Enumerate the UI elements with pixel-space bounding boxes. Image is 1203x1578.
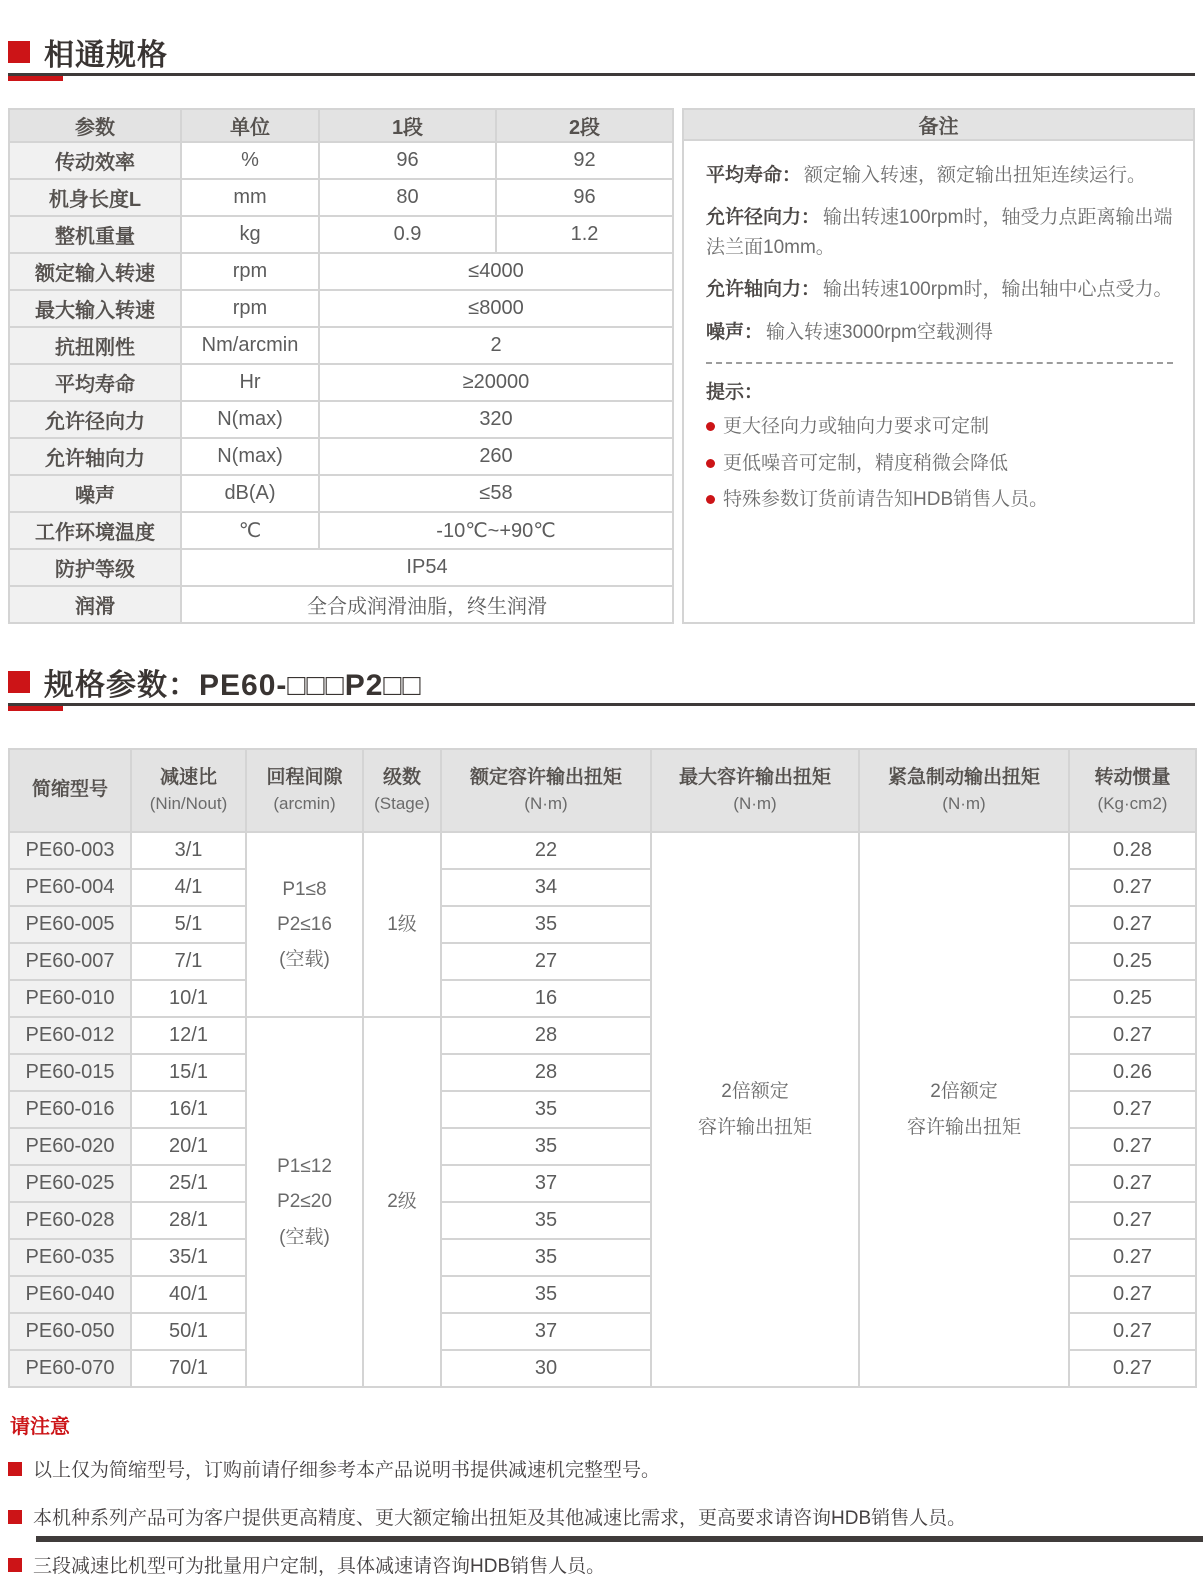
value-cell: ≥20000: [319, 364, 673, 401]
model-cell: PE60-010: [9, 980, 131, 1017]
rated-torque-cell: 35: [441, 1091, 651, 1128]
inertia-cell: 0.27: [1069, 1165, 1196, 1202]
rated-torque-cell: 37: [441, 1313, 651, 1350]
cell-line: P2≤20: [277, 1191, 332, 1213]
table-row: [9, 832, 1196, 869]
common-spec-block: [8, 108, 1195, 624]
model-cell: PE60-003: [9, 832, 131, 869]
ratio-cell: 7/1: [131, 943, 246, 980]
brake-torque-cell: [859, 832, 1069, 1387]
inertia-cell: 0.27: [1069, 1128, 1196, 1165]
header-main: 简缩型号: [31, 779, 108, 801]
param-cell: 润滑: [9, 586, 181, 623]
column-header: [651, 749, 859, 832]
param-cell: 额定输入转速: [9, 253, 181, 290]
rated-torque-cell: 35: [441, 1239, 651, 1276]
remark-paragraph: [706, 203, 1173, 262]
value-cell: 320: [319, 401, 673, 438]
red-square-icon: [8, 1558, 22, 1572]
stage-cell: 1级: [363, 832, 441, 1017]
value-cell: IP54: [181, 549, 673, 586]
notice-item: [8, 1503, 1195, 1530]
column-header: 2段: [496, 109, 673, 142]
spec-parameter-table: [8, 748, 1197, 1388]
value-cell: -10℃~+90℃: [319, 512, 673, 549]
header-main: 紧急制动输出扭矩: [887, 767, 1040, 789]
column-header: 1段: [319, 109, 496, 142]
ratio-cell: 40/1: [131, 1276, 246, 1313]
value-cell: Nm/arcmin: [181, 327, 319, 364]
inertia-cell: 0.25: [1069, 943, 1196, 980]
ratio-cell: 15/1: [131, 1054, 246, 1091]
param-cell: 整机重量: [9, 216, 181, 253]
table-row: [9, 438, 673, 475]
value-cell: kg: [181, 216, 319, 253]
ratio-cell: 28/1: [131, 1202, 246, 1239]
ratio-cell: 16/1: [131, 1091, 246, 1128]
table-row: [9, 216, 673, 253]
cell-line: 2倍额定: [721, 1081, 789, 1103]
model-cell: PE60-015: [9, 1054, 131, 1091]
table-row: [9, 290, 673, 327]
remark-text: 输入转速3000rpm空载测得: [766, 321, 994, 343]
param-cell: 机身长度L: [9, 179, 181, 216]
red-square-icon: [8, 1510, 22, 1524]
value-cell: 92: [496, 142, 673, 179]
header-main: 最大容许输出扭矩: [678, 767, 831, 789]
value-cell: dB(A): [181, 475, 319, 512]
ratio-cell: 20/1: [131, 1128, 246, 1165]
notice-text: 以上仅为简缩型号，订购前请仔细参考本产品说明书提供减速机完整型号。: [33, 1460, 661, 1481]
rated-torque-cell: 35: [441, 1202, 651, 1239]
red-square-icon: [8, 671, 30, 693]
value-cell: rpm: [181, 253, 319, 290]
notice-item: [8, 1455, 1195, 1482]
column-header: [246, 749, 363, 832]
header-main: 减速比: [159, 767, 217, 789]
rated-torque-cell: 35: [441, 1276, 651, 1313]
inertia-cell: 0.27: [1069, 1276, 1196, 1313]
model-cell: PE60-070: [9, 1350, 131, 1387]
model-cell: PE60-004: [9, 869, 131, 906]
remarks-body: [682, 141, 1195, 624]
value-cell: ℃: [181, 512, 319, 549]
table-row: [9, 475, 673, 512]
ratio-cell: 5/1: [131, 906, 246, 943]
section1-title-rule: [8, 73, 1195, 76]
notice-text: 三段减速比机型可为批量用户定制，具体减速请咨询HDB销售人员。: [33, 1556, 606, 1577]
section2-title-row: [8, 664, 1195, 700]
table-row: [9, 253, 673, 290]
inertia-cell: 0.27: [1069, 1313, 1196, 1350]
remarks-header: 备注: [682, 108, 1195, 141]
dashed-divider: [706, 362, 1173, 364]
column-header: [131, 749, 246, 832]
param-cell: 平均寿命: [9, 364, 181, 401]
remark-paragraph: [706, 161, 1173, 190]
param-cell: 噪声: [9, 475, 181, 512]
cell-line: 2倍额定: [930, 1081, 998, 1103]
model-cell: PE60-012: [9, 1017, 131, 1054]
value-cell: 1.2: [496, 216, 673, 253]
common-spec-table: [8, 108, 674, 624]
remark-text: 输出转速100rpm时，输出轴中心点受力。: [823, 279, 1173, 301]
param-cell: 最大输入转速: [9, 290, 181, 327]
cell-line: P1≤12: [277, 1156, 332, 1178]
ratio-cell: 12/1: [131, 1017, 246, 1054]
tips-list: [706, 414, 1173, 514]
remarks-panel: [682, 108, 1195, 624]
tip-item: 更大径向力或轴向力要求可定制: [706, 414, 1173, 441]
model-cell: PE60-005: [9, 906, 131, 943]
inertia-cell: 0.27: [1069, 906, 1196, 943]
inertia-cell: 0.27: [1069, 1239, 1196, 1276]
section1-title: 相通规格: [44, 39, 168, 72]
rated-torque-cell: 28: [441, 1054, 651, 1091]
model-cell: PE60-040: [9, 1276, 131, 1313]
column-header: 单位: [181, 109, 319, 142]
rated-torque-cell: 28: [441, 1017, 651, 1054]
notice-list: [8, 1455, 1195, 1578]
value-cell: 0.9: [319, 216, 496, 253]
value-cell: 80: [319, 179, 496, 216]
backlash-cell: [246, 832, 363, 1017]
rated-torque-cell: 35: [441, 1128, 651, 1165]
header-main: 回程间隙: [266, 767, 343, 789]
model-cell: PE60-020: [9, 1128, 131, 1165]
notice-text: 本机种系列产品可为客户提供更高精度、更大额定输出扭矩及其他减速比需求，更高要求请咨询HDB销售人员。: [33, 1508, 967, 1529]
value-cell: 96: [319, 142, 496, 179]
header-sub: (Kg·cm2): [1097, 793, 1168, 813]
cell-line: P2≤16: [277, 913, 332, 935]
rated-torque-cell: 37: [441, 1165, 651, 1202]
header-sub: (N·m): [733, 793, 777, 813]
param-cell: 抗扭刚性: [9, 327, 181, 364]
red-square-icon: [8, 41, 30, 63]
tips-title: 提示：: [706, 382, 764, 404]
column-header: [859, 749, 1069, 832]
inertia-cell: 0.27: [1069, 1091, 1196, 1128]
value-cell: 全合成润滑油脂，终生润滑: [181, 586, 673, 623]
value-cell: %: [181, 142, 319, 179]
param-cell: 传动效率: [9, 142, 181, 179]
header-main: 转动惯量: [1094, 767, 1171, 789]
header-sub: (N·m): [942, 793, 986, 813]
max-torque-cell: [651, 832, 859, 1387]
inertia-cell: 0.27: [1069, 869, 1196, 906]
header-main: 额定容许输出扭矩: [469, 767, 622, 789]
table-row: [9, 549, 673, 586]
section1-title-row: [8, 34, 1195, 70]
cell-line: (空载): [279, 1226, 330, 1248]
table-row: [9, 327, 673, 364]
backlash-cell: [246, 1017, 363, 1387]
cell-line: 容许输出扭矩: [906, 1116, 1021, 1138]
remark-label: 平均寿命：: [706, 165, 802, 186]
notice-title: 请注意: [10, 1416, 70, 1438]
value-cell: N(max): [181, 401, 319, 438]
inertia-cell: 0.27: [1069, 1202, 1196, 1239]
column-header: [9, 749, 131, 832]
model-cell: PE60-028: [9, 1202, 131, 1239]
column-header: [1069, 749, 1196, 832]
rated-torque-cell: 34: [441, 869, 651, 906]
table-row: [9, 364, 673, 401]
ratio-cell: 3/1: [131, 832, 246, 869]
model-cell: PE60-025: [9, 1165, 131, 1202]
remark-label: 允许轴向力：: [706, 279, 821, 301]
ratio-cell: 25/1: [131, 1165, 246, 1202]
remark-paragraph: [706, 275, 1173, 304]
spec-table-header-row: [9, 749, 1196, 832]
tip-item: 更低噪音可定制，精度稍微会降低: [706, 451, 1173, 478]
section2-title: 规格参数：PE60-□□□P2□□: [44, 669, 422, 702]
value-cell: 260: [319, 438, 673, 475]
stage-cell: 2级: [363, 1017, 441, 1387]
value-cell: ≤4000: [319, 253, 673, 290]
param-cell: 允许轴向力: [9, 438, 181, 475]
param-cell: 工作环境温度: [9, 512, 181, 549]
ratio-cell: 35/1: [131, 1239, 246, 1276]
cell-line: P1≤8: [282, 878, 327, 900]
remark-paragraph: [706, 318, 1173, 347]
inertia-cell: 0.26: [1069, 1054, 1196, 1091]
model-cell: PE60-007: [9, 943, 131, 980]
cell-line: (空载): [279, 949, 330, 971]
table-row: [9, 512, 673, 549]
value-cell: 96: [496, 179, 673, 216]
column-header: [363, 749, 441, 832]
remark-label: 允许径向力：: [706, 207, 821, 229]
notice-item: [8, 1551, 1195, 1578]
value-cell: ≤8000: [319, 290, 673, 327]
tip-item: 特殊参数订货前请告知HDB销售人员。: [706, 487, 1173, 514]
table-row: [9, 586, 673, 623]
rated-torque-cell: 16: [441, 980, 651, 1017]
header-sub: (Stage): [374, 793, 430, 813]
remark-label: 噪声：: [706, 321, 764, 343]
ratio-cell: 70/1: [131, 1350, 246, 1387]
column-header: [441, 749, 651, 832]
cell-line: 容许输出扭矩: [697, 1116, 812, 1138]
page-bottom-bar: [36, 1536, 1203, 1542]
value-cell: ≤58: [319, 475, 673, 512]
header-main: 级数: [382, 767, 421, 789]
value-cell: mm: [181, 179, 319, 216]
model-cell: PE60-050: [9, 1313, 131, 1350]
inertia-cell: 0.27: [1069, 1017, 1196, 1054]
common-table-header-row: [9, 109, 673, 142]
rated-torque-cell: 27: [441, 943, 651, 980]
ratio-cell: 4/1: [131, 869, 246, 906]
table-row: [9, 142, 673, 179]
value-cell: 2: [319, 327, 673, 364]
rated-torque-cell: 30: [441, 1350, 651, 1387]
rated-torque-cell: 35: [441, 906, 651, 943]
rated-torque-cell: 22: [441, 832, 651, 869]
header-sub: (arcmin): [273, 793, 336, 813]
remarks-paragraphs: [706, 161, 1173, 347]
value-cell: rpm: [181, 290, 319, 327]
table-row: [9, 179, 673, 216]
value-cell: Hr: [181, 364, 319, 401]
param-cell: 防护等级: [9, 549, 181, 586]
inertia-cell: 0.27: [1069, 1350, 1196, 1387]
section2-title-rule: [8, 703, 1195, 706]
remark-text: 额定输入转速，额定输出扭矩连续运行。: [804, 165, 1147, 186]
inertia-cell: 0.25: [1069, 980, 1196, 1017]
table-row: [9, 401, 673, 438]
inertia-cell: 0.28: [1069, 832, 1196, 869]
column-header: 参数: [9, 109, 181, 142]
ratio-cell: 10/1: [131, 980, 246, 1017]
header-sub: (N·m): [524, 793, 568, 813]
ratio-cell: 50/1: [131, 1313, 246, 1350]
red-square-icon: [8, 1462, 22, 1476]
header-sub: (Nin/Nout): [149, 793, 228, 813]
model-cell: PE60-016: [9, 1091, 131, 1128]
model-cell: PE60-035: [9, 1239, 131, 1276]
value-cell: N(max): [181, 438, 319, 475]
remark-text: 输出转速100rpm时，轴受力点距离输出端法兰面10mm。: [706, 207, 1173, 258]
param-cell: 允许径向力: [9, 401, 181, 438]
